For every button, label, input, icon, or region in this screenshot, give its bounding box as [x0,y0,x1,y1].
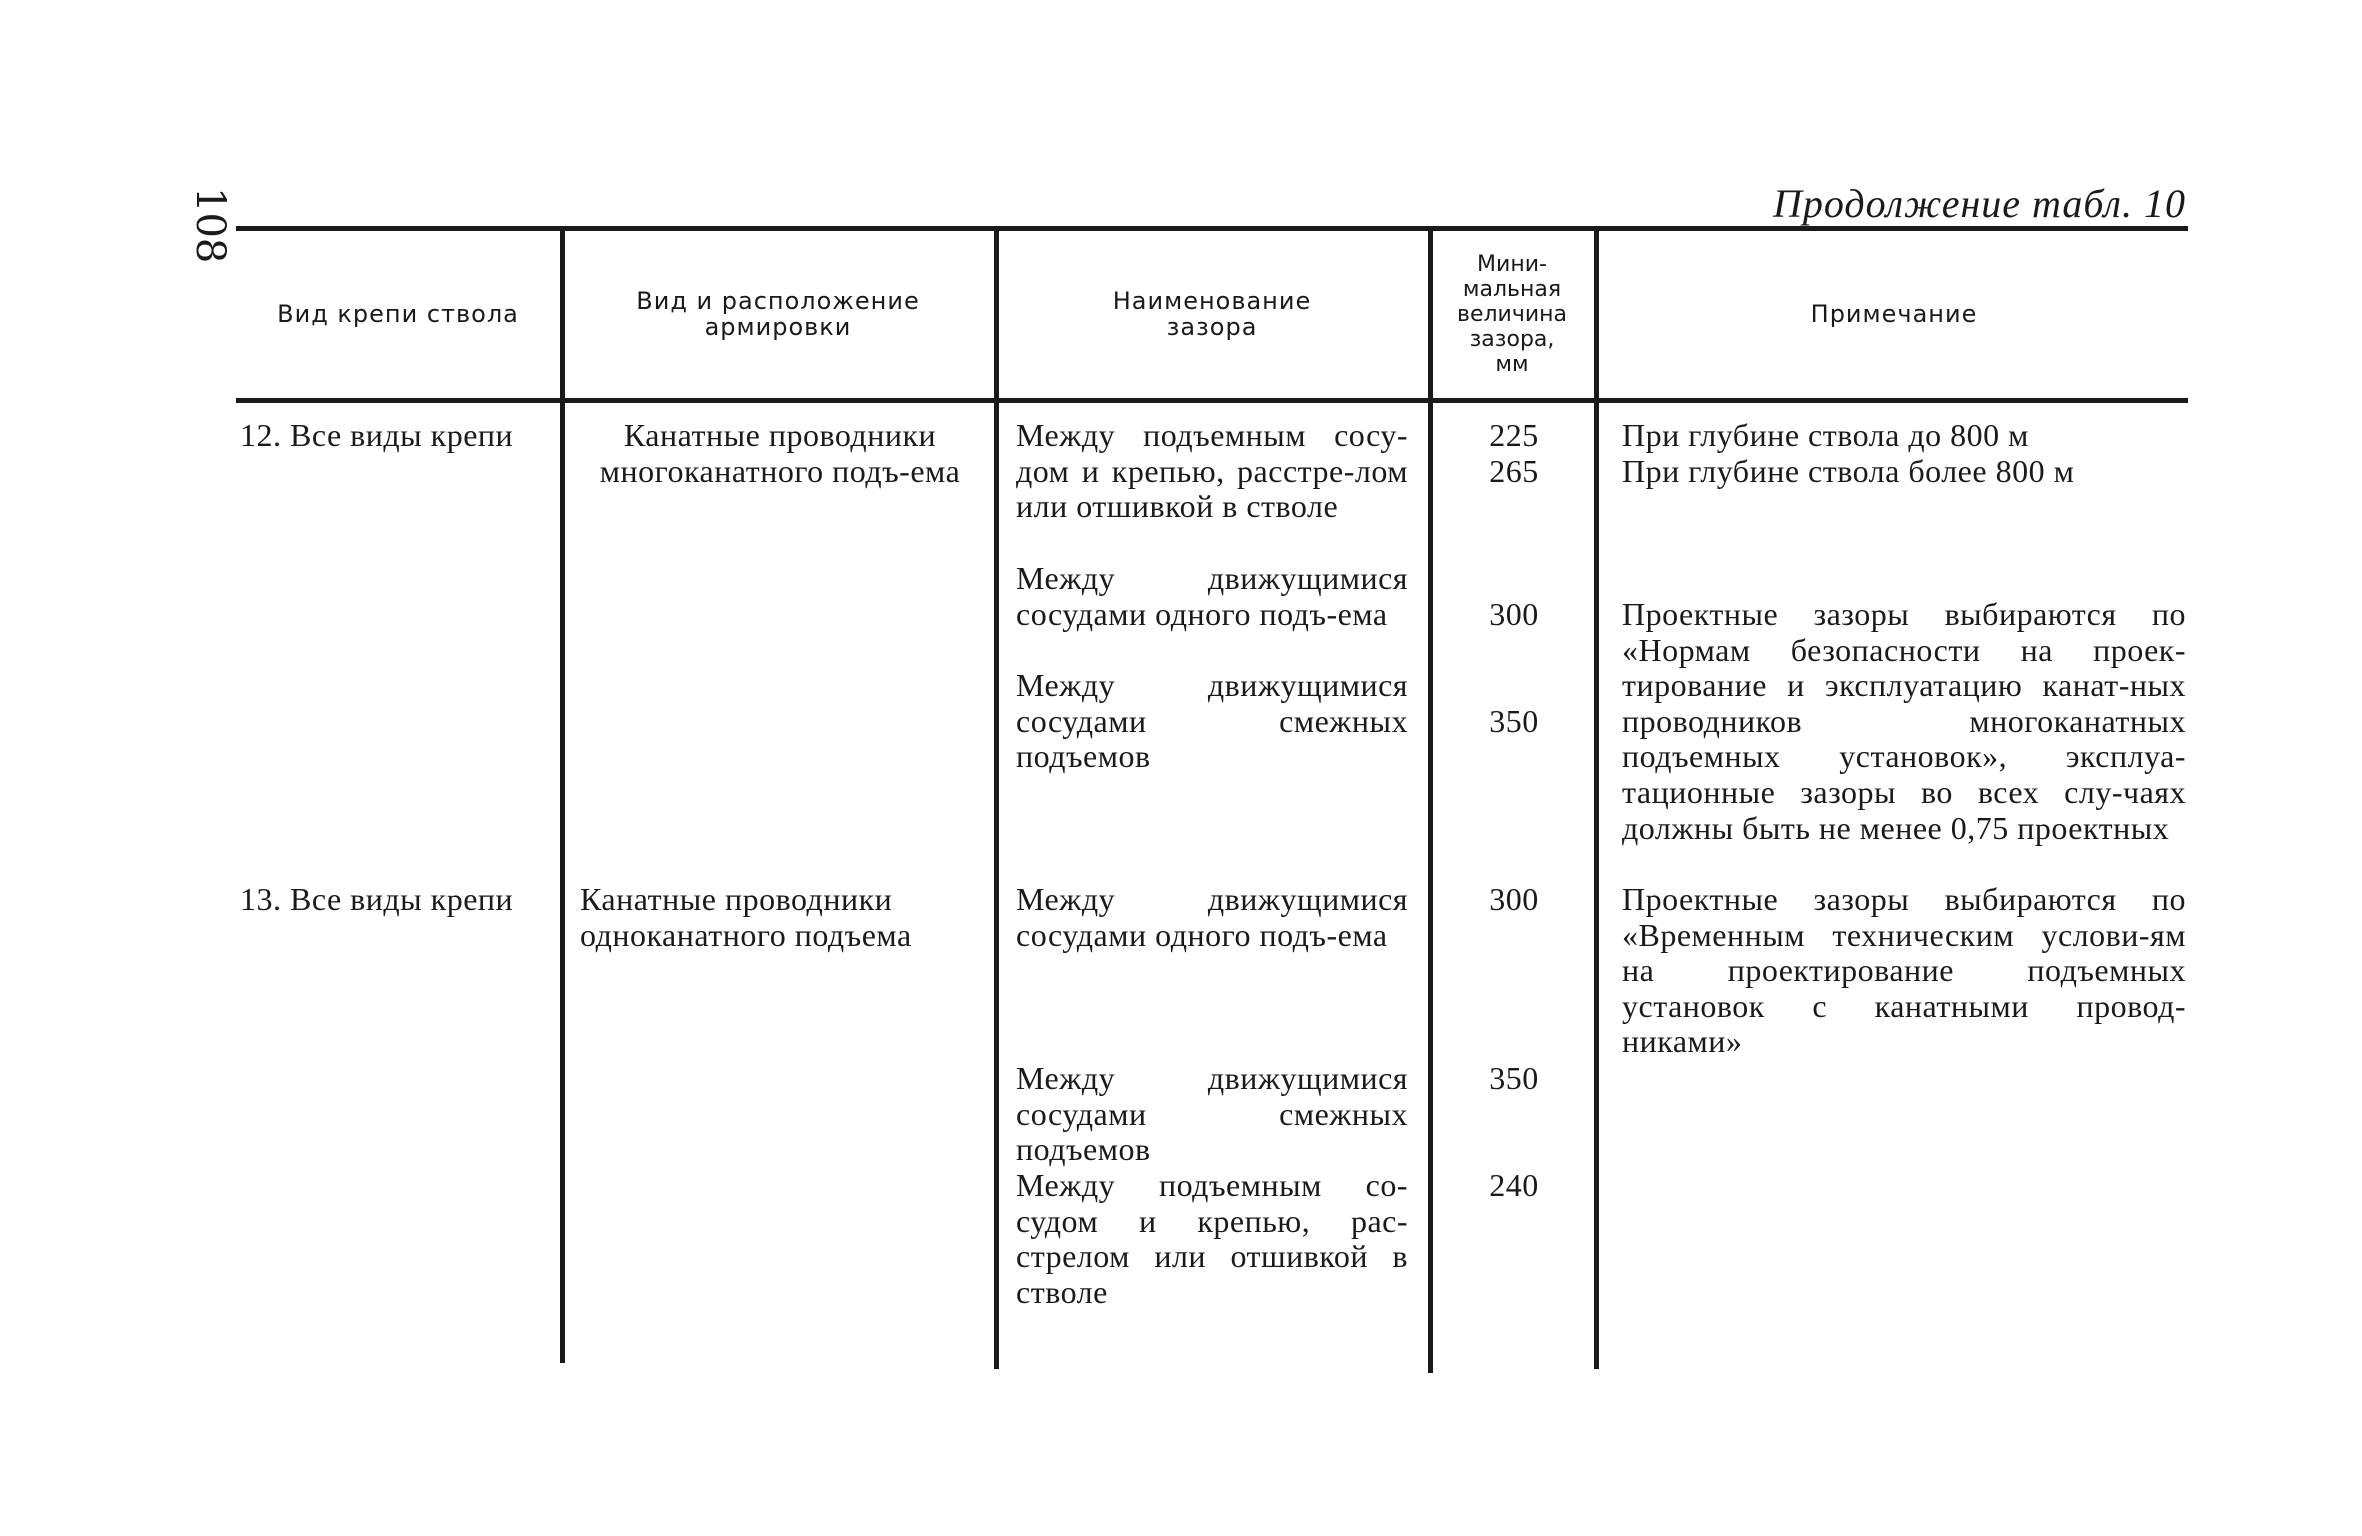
header-cell-gap-name: Наименование зазора [1112,287,1312,341]
column-divider [1428,229,1433,1373]
page-number: 108 [187,187,233,264]
row-13-armature: Канатные проводники одноканатного подъема [580,881,912,953]
row-13-note: Проектные зазоры выбираются по «Временным техническим услови-ям на проектирование подъемных установок с канатными провод-никами» [1622,881,2186,1060]
row-12-gap-1: Между подъемным сосу-дом и крепью, расстре-лом или отшивкой в стволе [1016,417,1408,525]
row-13-gap-2-value: 350 [1489,1060,1539,1096]
header-cell-min-gap: Мини- мальная величина зазора, мм [1456,251,1568,377]
row-12-note-1: При глубине ствола до 800 м [1622,417,2029,453]
header-cell-support-type: Вид крепи ствола [277,300,519,328]
header-cell-armature: Вид и расположение армировки [636,287,920,341]
row-12-note-3: Проектные зазоры выбираются по «Нормам безопасности на проек-тирование и эксплуатацию канат-ных проводников многоканатных подъемных установок», эксплуа-тационные зазоры во всех слу-чаях должны быть не менее 0,75 проектных [1622,596,2186,846]
column-divider [560,229,565,1363]
table-top-rule [236,226,2188,231]
column-divider [1594,229,1599,1369]
row-13-gap-3: Между подъемным со-судом и крепью, рас-стрелом или отшивкой в стволе [1016,1167,1408,1310]
row-13-gap-3-value: 240 [1489,1167,1539,1203]
row-12-gap-3: Между движущимися сосудами смежных подъемов [1016,667,1408,775]
row-12-gap-1-value-1: 225 [1489,417,1539,453]
row-13-support-type: 13. Все виды крепи [240,881,514,917]
row-12-note-2: При глубине ствола более 800 м [1622,453,2075,489]
table-header-rule [236,398,2188,403]
header-cell-note: Примечание [1810,300,1978,328]
row-13-gap-1-value: 300 [1489,881,1539,917]
column-divider [994,229,999,1369]
row-12-support-type: 12. Все виды крепи [240,417,514,453]
table-caption: Продолжение табл. 10 [1772,181,2186,226]
row-12-gap-2-value: 300 [1489,596,1539,632]
row-12-gap-1-value-2: 265 [1489,453,1539,489]
row-12-gap-2: Между движущимися сосудами одного подъ-ема [1016,560,1408,632]
row-13-gap-1: Между движущимися сосудами одного подъ-ема [1016,881,1408,953]
row-12-gap-3-value: 350 [1489,703,1539,739]
row-13-gap-2: Между движущимися сосудами смежных подъемов [1016,1060,1408,1168]
row-12-armature: Канатные проводники многоканатного подъ-ема [599,417,961,489]
